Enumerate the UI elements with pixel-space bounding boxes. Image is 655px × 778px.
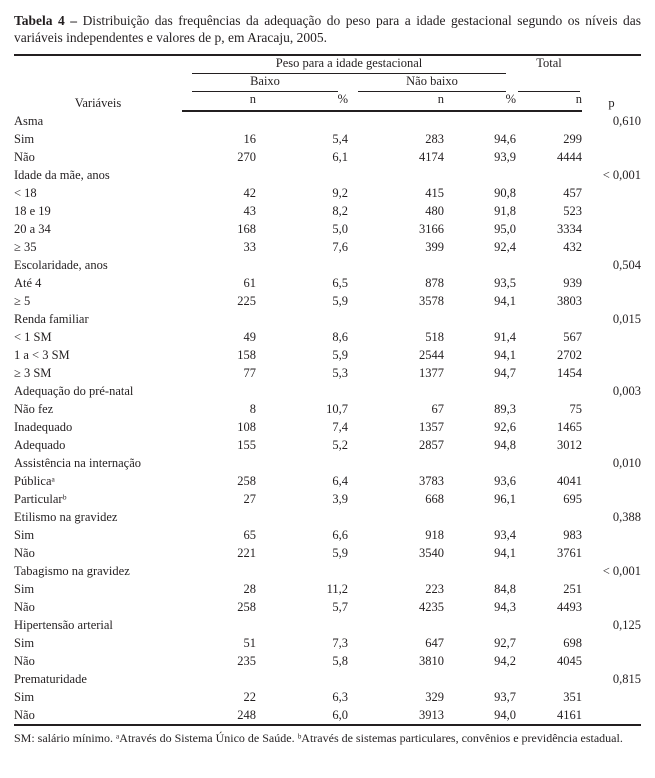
- header-not-low: [348, 74, 516, 92]
- cell-value: 27: [243, 492, 256, 506]
- group-label: Prematuridade: [14, 672, 87, 686]
- cell-value: 7,3: [332, 636, 348, 650]
- table-row: [14, 598, 641, 616]
- p-value: < 0,001: [602, 168, 642, 182]
- group-row: [14, 670, 641, 688]
- row-label: Sim: [14, 582, 35, 596]
- cell-value: 7,4: [332, 420, 348, 434]
- cell-value: 6,6: [332, 528, 348, 542]
- cell-value: 33: [243, 240, 256, 254]
- header-low: [182, 74, 348, 92]
- table-row: [14, 328, 641, 346]
- cell-value: 258: [237, 600, 256, 614]
- group-label: Escolaridade, anos: [14, 258, 108, 272]
- p-empty: [582, 400, 641, 418]
- cell-value: 95,0: [494, 222, 517, 236]
- row-label: < 1 SM: [14, 330, 52, 344]
- cell-value: 3913: [419, 708, 444, 722]
- header-n-low: n: [182, 92, 256, 111]
- cell-value: 3810: [419, 654, 444, 668]
- header-weight-group-label: Peso para a idade gestacional: [192, 56, 506, 74]
- cell-value: 90,8: [494, 186, 517, 200]
- cell-value: 668: [425, 492, 444, 506]
- table-row: [14, 148, 641, 166]
- cell-value: 93,4: [494, 528, 517, 542]
- p-empty: [582, 418, 641, 436]
- cell-value: 221: [237, 546, 256, 560]
- p-empty: [582, 184, 641, 202]
- cell-value: 8,6: [332, 330, 348, 344]
- cell-value: 77: [243, 366, 256, 380]
- table-caption-label: Tabela 4 –: [14, 13, 78, 28]
- group-row: [14, 454, 641, 472]
- group-row: [14, 256, 641, 274]
- p-empty: [582, 706, 641, 724]
- header-total-label: Total: [518, 56, 580, 92]
- table-row: [14, 436, 641, 454]
- cell-value: 225: [237, 294, 256, 308]
- row-label: 20 a 34: [14, 222, 51, 236]
- header-total: [516, 55, 582, 92]
- cell-value: 91,8: [494, 204, 517, 218]
- cell-value: 695: [563, 492, 583, 506]
- cell-value: 22: [243, 690, 256, 704]
- p-empty: [582, 148, 641, 166]
- group-row: [14, 111, 641, 130]
- cell-value: 3166: [419, 222, 444, 236]
- table-row: [14, 580, 641, 598]
- cell-value: 93,6: [494, 474, 517, 488]
- cell-value: 91,4: [494, 330, 517, 344]
- cell-value: 61: [243, 276, 256, 290]
- cell-value: 93,9: [494, 150, 517, 164]
- cell-value: 518: [425, 330, 444, 344]
- group-row: [14, 310, 641, 328]
- cell-value: 2857: [419, 438, 444, 452]
- cell-value: 480: [425, 204, 444, 218]
- cell-value: 51: [243, 636, 256, 650]
- cell-value: 65: [243, 528, 256, 542]
- p-empty: [582, 220, 641, 238]
- header-pct-not-low: %: [444, 92, 516, 111]
- table-row: [14, 346, 641, 364]
- header-low-label: Baixo: [192, 74, 338, 92]
- group-label: Tabagismo na gravidez: [14, 564, 130, 578]
- table-footnote: SM: salário mínimo. ᵃAtravés do Sistema Único de Saúde. ᵇAtravés de sistemas particulares, convênios e previdência estadual.: [14, 724, 641, 746]
- group-row: [14, 562, 641, 580]
- group-label: Hipertensão arterial: [14, 618, 113, 632]
- table-row: [14, 130, 641, 148]
- p-value: 0,504: [612, 258, 642, 272]
- cell-value: 93,7: [494, 690, 517, 704]
- p-empty: [582, 490, 641, 508]
- cell-value: 5,4: [332, 132, 348, 146]
- table-body: [14, 111, 641, 724]
- cell-value: 5,9: [332, 348, 348, 362]
- row-label: Públicaᵃ: [14, 474, 55, 488]
- table-header: [14, 55, 641, 111]
- table-row: [14, 274, 641, 292]
- row-label: ≥ 35: [14, 240, 37, 254]
- cell-value: 5,9: [332, 294, 348, 308]
- cell-value: 155: [237, 438, 256, 452]
- row-label: Particularᵇ: [14, 492, 67, 506]
- row-label: Não: [14, 654, 35, 668]
- row-label: Sim: [14, 690, 35, 704]
- cell-value: 1454: [557, 366, 583, 380]
- p-empty: [582, 202, 641, 220]
- p-empty: [582, 598, 641, 616]
- cell-value: 918: [425, 528, 444, 542]
- cell-value: 4444: [557, 150, 583, 164]
- cell-value: 3803: [557, 294, 583, 308]
- cell-value: 43: [243, 204, 256, 218]
- p-empty: [582, 328, 641, 346]
- cell-value: 94,1: [494, 348, 517, 362]
- p-value: 0,388: [612, 510, 642, 524]
- cell-value: 94,1: [494, 294, 517, 308]
- row-label: Adequado: [14, 438, 66, 452]
- table-row: [14, 220, 641, 238]
- p-empty: [582, 634, 641, 652]
- cell-value: 3783: [419, 474, 444, 488]
- frequency-table: [14, 54, 641, 724]
- cell-value: 8,2: [332, 204, 348, 218]
- cell-value: 4161: [557, 708, 583, 722]
- cell-value: 2544: [419, 348, 444, 362]
- cell-value: 8: [249, 402, 256, 416]
- cell-value: 4045: [557, 654, 583, 668]
- row-label: Não: [14, 150, 35, 164]
- row-label: Inadequado: [14, 420, 73, 434]
- cell-value: 28: [243, 582, 256, 596]
- cell-value: 5,9: [332, 546, 348, 560]
- row-label: Sim: [14, 132, 35, 146]
- group-row: [14, 382, 641, 400]
- cell-value: 7,6: [332, 240, 348, 254]
- p-empty: [582, 238, 641, 256]
- cell-value: 4174: [419, 150, 444, 164]
- p-empty: [582, 364, 641, 382]
- row-label: Não: [14, 600, 35, 614]
- cell-value: 16: [243, 132, 256, 146]
- cell-value: 10,7: [326, 402, 348, 416]
- cell-value: 4235: [419, 600, 444, 614]
- cell-value: 5,3: [332, 366, 348, 380]
- table-row: [14, 526, 641, 544]
- p-empty: [582, 472, 641, 490]
- cell-value: 67: [431, 402, 444, 416]
- p-empty: [582, 130, 641, 148]
- cell-value: 299: [563, 132, 583, 146]
- cell-value: 523: [563, 204, 583, 218]
- cell-value: 878: [425, 276, 444, 290]
- table-row: [14, 202, 641, 220]
- cell-value: 5,0: [332, 222, 348, 236]
- cell-value: 108: [237, 420, 256, 434]
- group-label: Assistência na internação: [14, 456, 142, 470]
- cell-value: 432: [563, 240, 583, 254]
- row-label: < 18: [14, 186, 37, 200]
- cell-value: 2702: [557, 348, 583, 362]
- row-label: Sim: [14, 528, 35, 542]
- cell-value: 5,7: [332, 600, 348, 614]
- cell-value: 94,8: [494, 438, 517, 452]
- cell-value: 92,7: [494, 636, 517, 650]
- table-caption-text: Distribuição das frequências da adequação do peso para a idade gestacional segundo os níveis das variáveis independentes e valores de p, em Aracaju, 2005.: [14, 13, 641, 45]
- cell-value: 3334: [557, 222, 583, 236]
- table-row: [14, 292, 641, 310]
- table-row: [14, 688, 641, 706]
- group-row: [14, 616, 641, 634]
- p-value: 0,125: [612, 618, 642, 632]
- header-pct-low: %: [256, 92, 348, 111]
- row-label: ≥ 5: [14, 294, 31, 308]
- cell-value: 698: [563, 636, 583, 650]
- cell-value: 11,2: [326, 582, 348, 596]
- row-label: Não: [14, 546, 35, 560]
- table-row: [14, 472, 641, 490]
- p-empty: [582, 526, 641, 544]
- cell-value: 6,0: [332, 708, 348, 722]
- cell-value: 3540: [419, 546, 444, 560]
- table-row: [14, 400, 641, 418]
- cell-value: 3578: [419, 294, 444, 308]
- cell-value: 415: [425, 186, 444, 200]
- group-row: [14, 508, 641, 526]
- cell-value: 168: [237, 222, 256, 236]
- header-variables: Variáveis: [74, 96, 122, 110]
- table-row: [14, 490, 641, 508]
- cell-value: 6,5: [332, 276, 348, 290]
- header-n-not-low: n: [348, 92, 444, 111]
- group-label: Idade da mãe, anos: [14, 168, 110, 182]
- cell-value: 5,8: [332, 654, 348, 668]
- row-label: Sim: [14, 636, 35, 650]
- cell-value: 3,9: [332, 492, 348, 506]
- header-p: p: [608, 96, 615, 110]
- cell-value: 457: [563, 186, 583, 200]
- cell-value: 283: [425, 132, 444, 146]
- cell-value: 1465: [557, 420, 583, 434]
- table-row: [14, 652, 641, 670]
- cell-value: 6,3: [332, 690, 348, 704]
- cell-value: 1377: [419, 366, 444, 380]
- cell-value: 96,1: [494, 492, 517, 506]
- cell-value: 94,2: [494, 654, 517, 668]
- table-row: [14, 634, 641, 652]
- table-row: [14, 544, 641, 562]
- group-label: Asma: [14, 114, 44, 128]
- cell-value: 351: [563, 690, 583, 704]
- cell-value: 248: [237, 708, 256, 722]
- p-empty: [582, 580, 641, 598]
- cell-value: 94,7: [494, 366, 517, 380]
- cell-value: 939: [563, 276, 583, 290]
- cell-value: 94,6: [494, 132, 517, 146]
- table-row: [14, 238, 641, 256]
- cell-value: 89,3: [494, 402, 517, 416]
- cell-value: 94,0: [494, 708, 517, 722]
- table-caption: [14, 12, 641, 46]
- cell-value: 42: [243, 186, 256, 200]
- p-value: 0,815: [612, 672, 642, 686]
- cell-value: 3012: [557, 438, 583, 452]
- cell-value: 329: [425, 690, 444, 704]
- cell-value: 94,3: [494, 600, 517, 614]
- row-label: Até 4: [14, 276, 42, 290]
- group-row: [14, 166, 641, 184]
- table-row: [14, 364, 641, 382]
- p-empty: [582, 652, 641, 670]
- cell-value: 647: [425, 636, 444, 650]
- p-value: 0,610: [612, 114, 642, 128]
- p-empty: [582, 274, 641, 292]
- group-label: Adequação do pré-natal: [14, 384, 134, 398]
- header-n-total: n: [516, 92, 582, 111]
- group-label: Etilismo na gravidez: [14, 510, 118, 524]
- table-row: [14, 418, 641, 436]
- p-empty: [582, 688, 641, 706]
- row-label: Não fez: [14, 402, 54, 416]
- row-label: 1 a < 3 SM: [14, 348, 70, 362]
- row-label: Não: [14, 708, 35, 722]
- table-row: [14, 706, 641, 724]
- p-empty: [582, 436, 641, 454]
- cell-value: 4041: [557, 474, 583, 488]
- group-label: Renda familiar: [14, 312, 89, 326]
- cell-value: 5,2: [332, 438, 348, 452]
- cell-value: 93,5: [494, 276, 517, 290]
- cell-value: 258: [237, 474, 256, 488]
- cell-value: 94,1: [494, 546, 517, 560]
- p-empty: [582, 544, 641, 562]
- cell-value: 9,2: [332, 186, 348, 200]
- cell-value: 4493: [557, 600, 583, 614]
- p-empty: [582, 346, 641, 364]
- row-label: ≥ 3 SM: [14, 366, 52, 380]
- cell-value: 6,4: [332, 474, 348, 488]
- table-row: [14, 184, 641, 202]
- row-label: 18 e 19: [14, 204, 51, 218]
- cell-value: 49: [243, 330, 256, 344]
- p-value: 0,015: [612, 312, 642, 326]
- p-value: < 0,001: [602, 564, 642, 578]
- cell-value: 983: [563, 528, 583, 542]
- cell-value: 6,1: [332, 150, 348, 164]
- cell-value: 3761: [557, 546, 583, 560]
- cell-value: 399: [425, 240, 444, 254]
- p-value: 0,003: [612, 384, 642, 398]
- p-value: 0,010: [612, 456, 642, 470]
- p-empty: [582, 292, 641, 310]
- header-weight-group: [182, 55, 516, 74]
- cell-value: 270: [237, 150, 256, 164]
- cell-value: 84,8: [494, 582, 517, 596]
- cell-value: 92,6: [494, 420, 517, 434]
- cell-value: 75: [569, 402, 583, 416]
- cell-value: 1357: [419, 420, 444, 434]
- cell-value: 223: [425, 582, 444, 596]
- cell-value: 235: [237, 654, 256, 668]
- cell-value: 92,4: [494, 240, 517, 254]
- cell-value: 158: [237, 348, 256, 362]
- header-row-1: [14, 55, 641, 74]
- cell-value: 567: [563, 330, 583, 344]
- cell-value: 251: [563, 582, 583, 596]
- header-not-low-label: Não baixo: [358, 74, 506, 92]
